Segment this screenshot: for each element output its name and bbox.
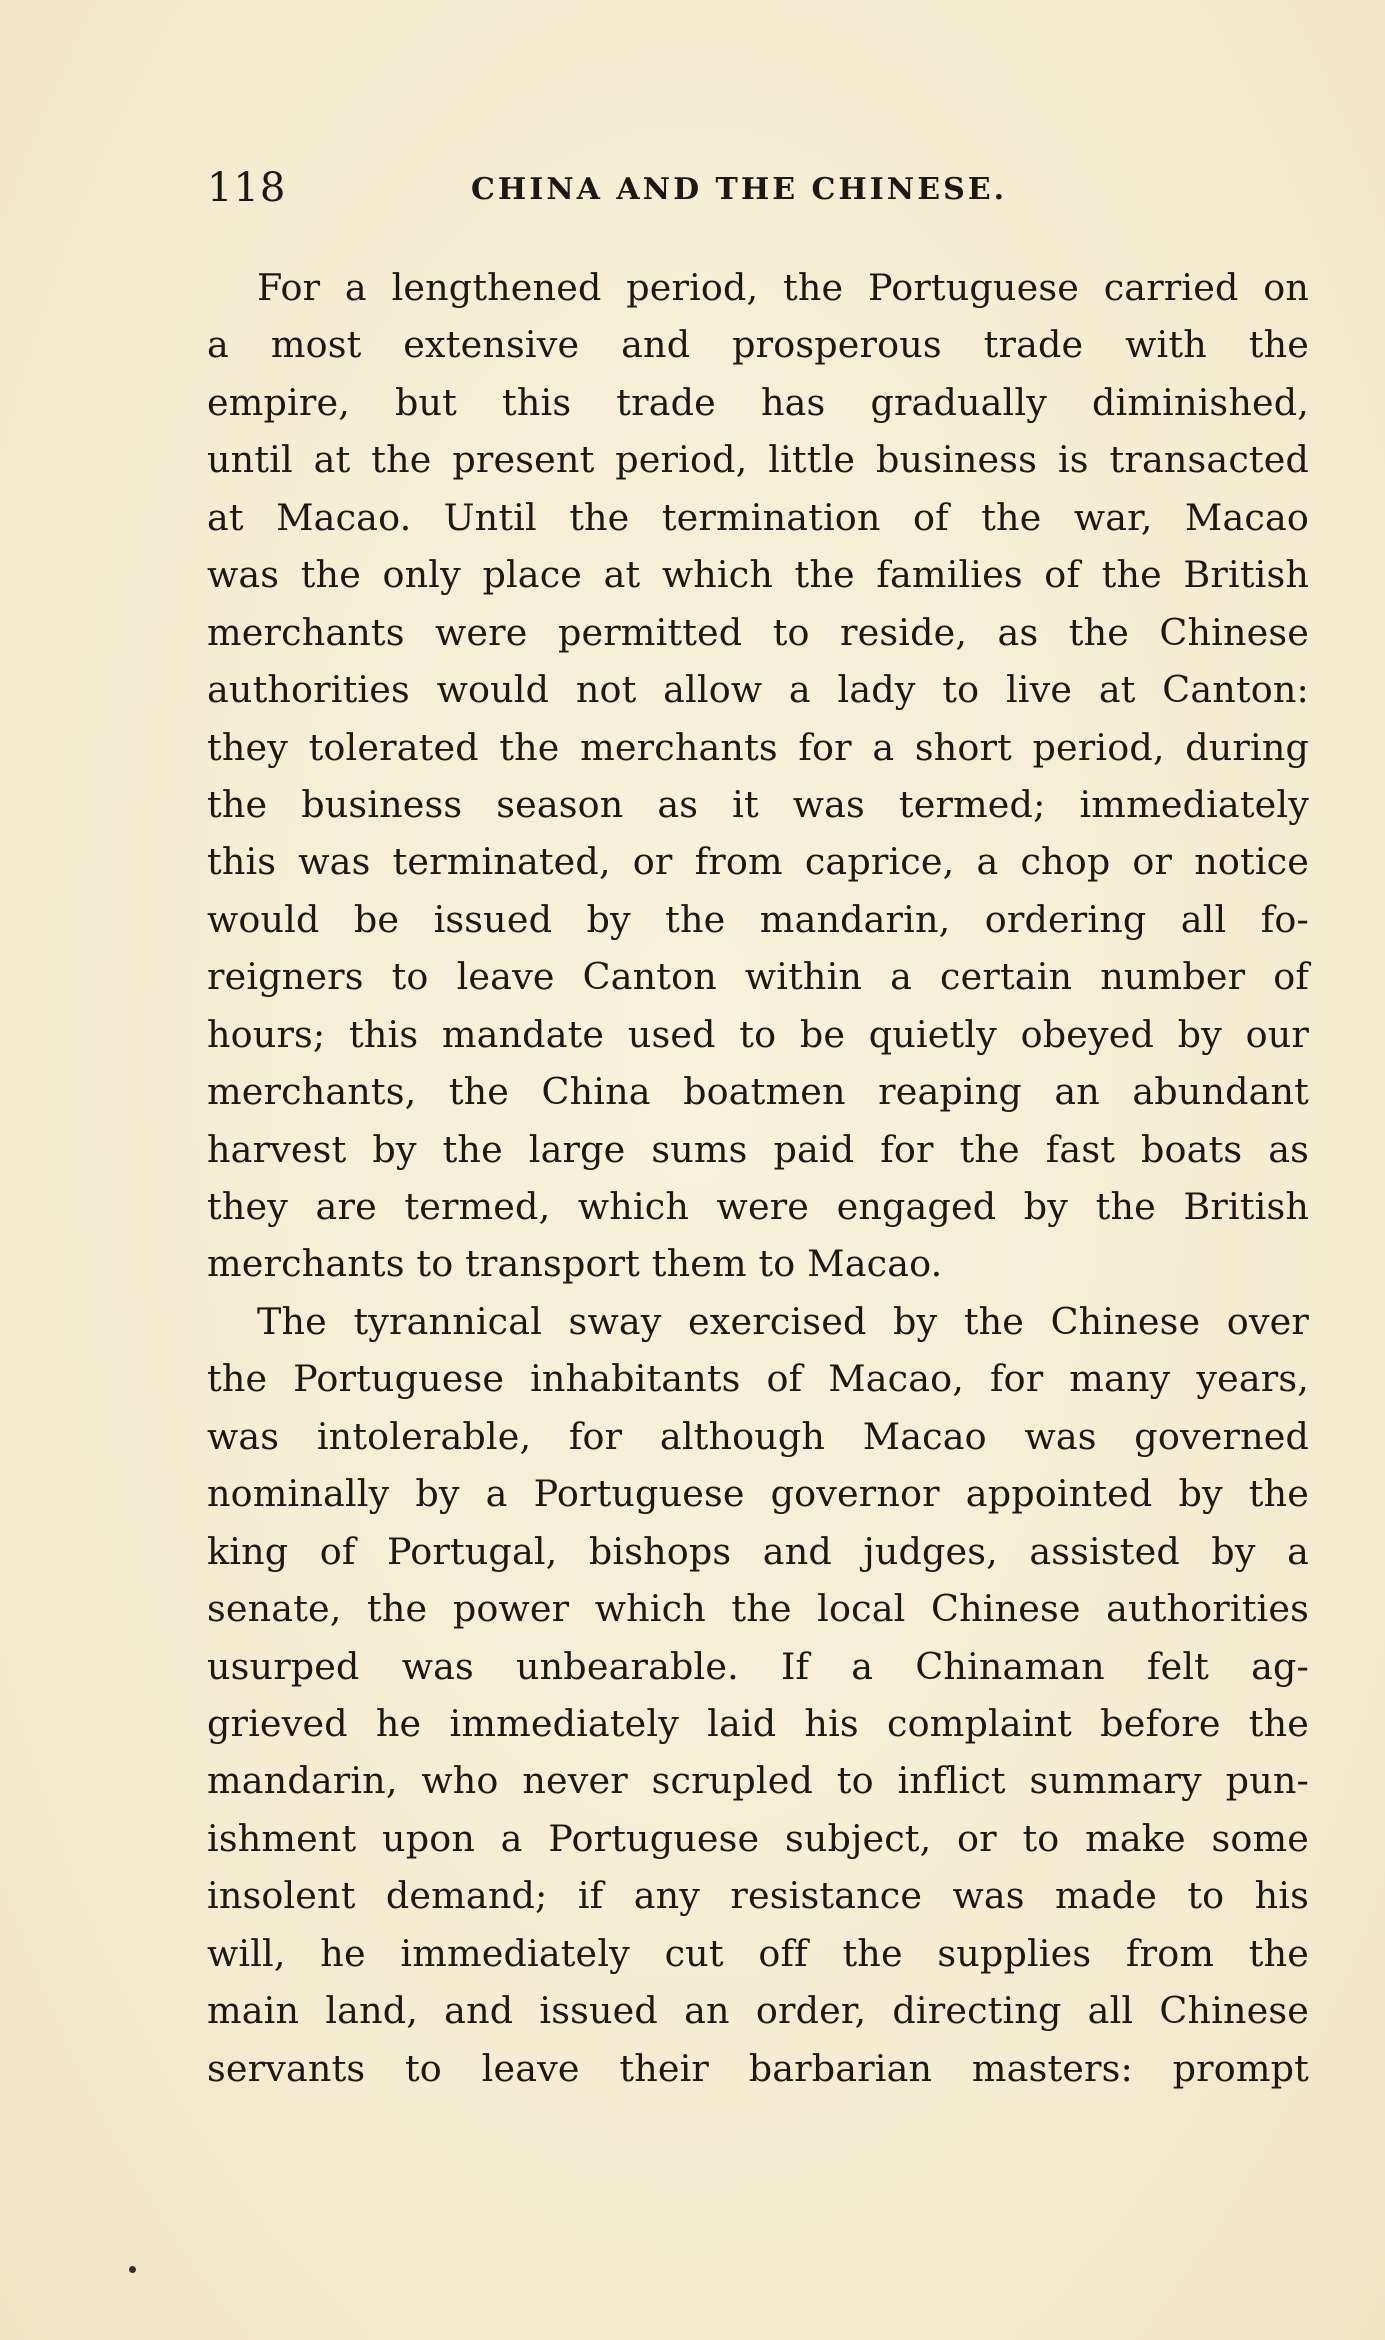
text-line: usurped was unbearable. If a Chinaman felt ag- [207,1644,1309,1688]
text-line: king of Portugal, bishops and judges, assisted by a [207,1529,1309,1573]
text-line: will, he immediately cut off the supplies from the [207,1931,1309,1975]
text-line: merchants were permitted to reside, as the Chinese [207,610,1309,654]
text-line: servants to leave their barbarian masters: prompt [207,2046,1309,2090]
text-line: grieved he immediately laid his complaint before the [207,1701,1309,1745]
text-line: hours; this mandate used to be quietly obeyed by our [207,1012,1309,1056]
ink-speck [129,2266,136,2273]
text-line: would be issued by the mandarin, ordering all fo- [207,897,1309,941]
text-line: empire, but this trade has gradually diminished, [207,380,1309,424]
text-line: The tyrannical sway exercised by the Chinese over [257,1299,1309,1343]
text-line: at Macao. Until the termination of the war, Macao [207,495,1309,539]
text-line: the Portuguese inhabitants of Macao, for many years, [207,1357,1309,1401]
text-line: mandarin, who never scrupled to inflict summary pun- [207,1759,1309,1803]
text-line: For a lengthened period, the Portuguese carried on [257,266,1309,309]
text-line: until at the present period, little business is transacted [207,438,1309,482]
text-line: merchants, the China boatmen reaping an abundant [207,1070,1309,1114]
text-line: ishment upon a Portuguese subject, or to make some [207,1816,1309,1860]
text-line: the business season as it was termed; immediately [207,782,1309,826]
text-line: reigners to leave Canton within a certain number of [207,955,1309,999]
text-line: this was terminated, or from caprice, a chop or notice [207,840,1309,884]
text-line: merchants to transport them to Macao. [207,1242,943,1286]
text-line: a most extensive and prosperous trade with the [207,323,1309,367]
running-title: CHINA AND THE CHINESE. [471,172,1008,207]
text-line: main land, and issued an order, directing all Chinese [207,1989,1309,2033]
text-line: they are termed, which were engaged by the British [207,1185,1309,1228]
body-text [207,259,1309,2097]
text-line: senate, the power which the local Chinese authorities [207,1587,1309,1631]
text-line: nominally by a Portuguese governor appointed by the [207,1472,1309,1516]
text-line: harvest by the large sums paid for the fast boats as [207,1127,1309,1171]
running-head [207,162,1342,214]
text-line: insolent demand; if any resistance was made to his [207,1874,1309,1918]
text-line: was the only place at which the families of the British [207,553,1309,597]
text-line: was intolerable, for although Macao was governed [207,1414,1309,1458]
text-line: they tolerated the merchants for a short period, during [207,725,1309,769]
page-number: 118 [207,165,287,211]
text-line: authorities would not allow a lady to live at Canton: [207,668,1309,712]
